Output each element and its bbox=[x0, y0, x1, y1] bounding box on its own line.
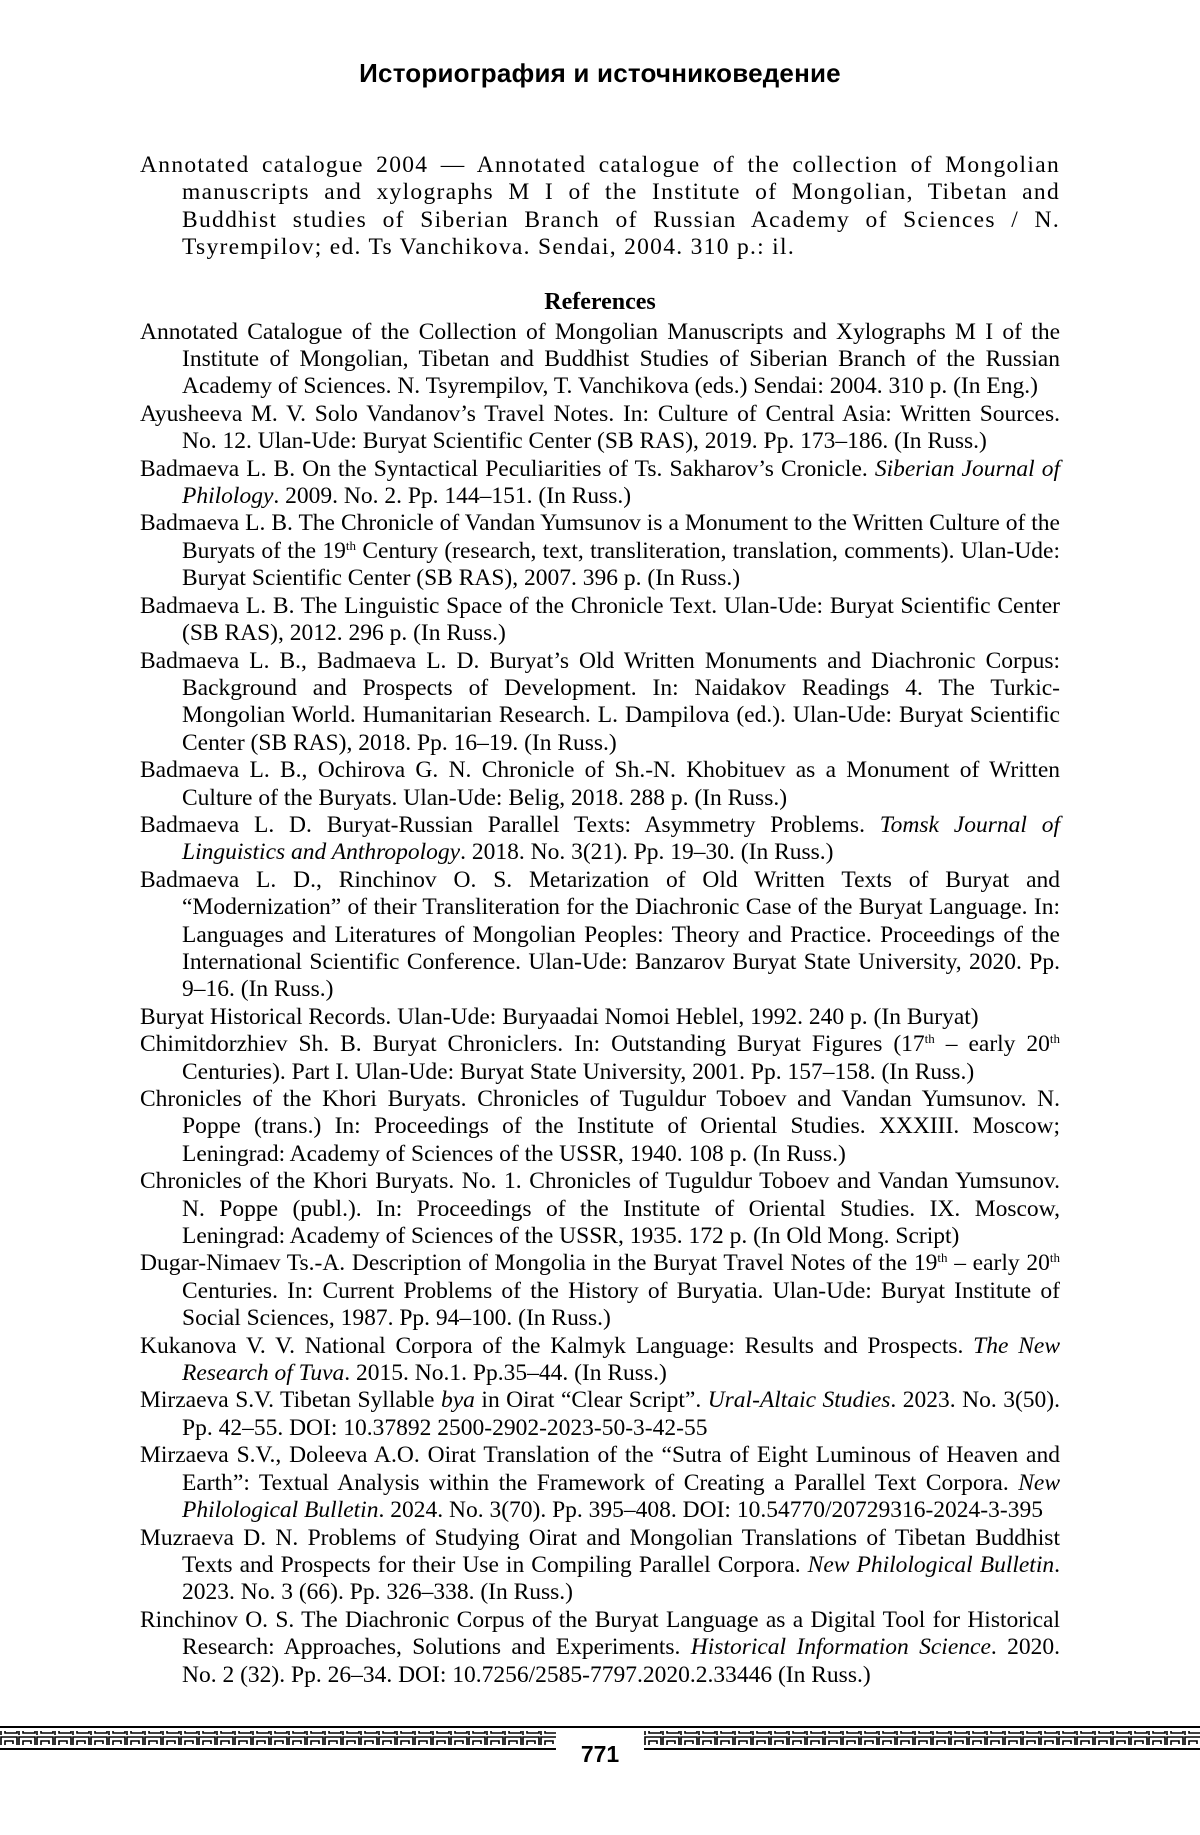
reference-title-italic: Ural-Altaic Studies bbox=[707, 1387, 891, 1414]
meander-border-right bbox=[644, 1722, 1200, 1762]
reference-text: Badmaeva L. D. Buryat-Russian Parallel Texts: Asymmetry Problems. bbox=[140, 811, 880, 838]
ordinal-suffix: th bbox=[937, 1250, 948, 1266]
reference-entry bbox=[140, 510, 1060, 592]
reference-text: . 2024. No. 3(70). Pp. 395–408. DOI: 10.54770/20729316-2024-3-395 bbox=[378, 1497, 1043, 1524]
reference-entry bbox=[140, 1168, 1060, 1250]
reference-text: Badmaeva L. B., Ochirova G. N. Chronicle of Sh.-N. Khobituev as a Monument of Written Culture of the Buryats. Ulan-Ude: Belig, 2018. 288 p. (In Russ.) bbox=[140, 757, 1060, 811]
running-header: Историография и источниковедение bbox=[359, 58, 841, 88]
page-body bbox=[140, 152, 1060, 1689]
reference-text: Badmaeva L. B. The Linguistic Space of the Chronicle Text. Ulan-Ude: Buryat Scientific Center (SB RAS), 2012. 296 p. (In Russ.) bbox=[140, 592, 1060, 647]
reference-title-italic: New Philological Bulletin bbox=[807, 1551, 1055, 1578]
reference-entry bbox=[140, 1004, 1060, 1031]
reference-text: Chronicles of the Khori Buryats. No. 1. Chronicles of Tuguldur Toboev and Vandan Yumsunov. N. Poppe (publ.). In: Proceedings of the Institute of Oriental Studies. IX. Moscow, Leningrad: Academy of Sciences of the USSR, 1935. 172 p. (In Old Mong. Script) bbox=[140, 1168, 1060, 1250]
reference-text: . 2009. No. 2. Pp. 144–151. (In Russ.) bbox=[273, 483, 632, 510]
reference-text: Dugar-Nimaev Ts.-A. Description of Mongolia in the Buryat Travel Notes of the 19 bbox=[140, 1250, 938, 1277]
reference-title-italic: Tomsk Journal of Linguistics and Anthropology bbox=[182, 811, 1060, 866]
reference-entry bbox=[140, 1250, 1060, 1332]
ordinal-suffix: th bbox=[924, 1031, 935, 1047]
reference-text: Badmaeva L. B., Badmaeva L. D. Buryat’s Old Written Monuments and Diachronic Corpus: Background and Prospects of Development. In: Naidakov Readings 4. The Turkic-Mongolian World. Humanitarian Research. L. Dampilova (ed.). Ulan-Ude: Buryat Scientific Center (SB RAS), 2018. Pp. 16–19. (In Russ.) bbox=[140, 647, 1060, 756]
reference-text: – early 20 bbox=[947, 1250, 1050, 1277]
reference-entry bbox=[140, 1607, 1060, 1689]
reference-text: Centuries. In: Current Problems of the History of Buryatia. Ulan-Ude: Buryat Institute of Social Sciences, 1987. Pp. 94–100. (In Russ.) bbox=[182, 1277, 1060, 1332]
reference-title-italic: New Philological Bulletin bbox=[182, 1469, 1060, 1524]
references-list bbox=[140, 319, 1060, 1689]
reference-text: Buryat Historical Records. Ulan-Ude: Buryaadai Nomoi Heblel, 1992. 240 p. (In Buryat) bbox=[140, 1003, 979, 1030]
reference-text: – early 20 bbox=[934, 1031, 1050, 1058]
reference-text: Chimitdorzhiev Sh. B. Buryat Chroniclers. In: Outstanding Buryat Figures (17 bbox=[140, 1031, 925, 1058]
reference-text: . 2020. No. 2 (32). Pp. 26–34. DOI: 10.7256/2585-7797.2020.2.33446 (In Russ.) bbox=[182, 1634, 1061, 1688]
reference-title-italic: Siberian Journal of Philology bbox=[182, 455, 1060, 510]
reference-text: Ayusheeva M. V. Solo Vandanov’s Travel Notes. In: Culture of Central Asia: Written Sources. No. 12. Ulan-Ude: Buryat Scientific Center (SB RAS), 2019. Pp. 173–186. (In Russ.) bbox=[140, 400, 1060, 455]
reference-entry bbox=[140, 401, 1060, 456]
references-heading: References bbox=[544, 288, 656, 315]
meander-border-left bbox=[0, 1722, 556, 1762]
reference-text: Badmaeva L. B. On the Syntactical Peculiarities of Ts. Sakharov’s Cronicle. bbox=[140, 455, 875, 482]
reference-text: Badmaeva L. B. The Chronicle of Vandan Yumsunov is a Monument to the Written Culture of the Buryats of the 19 bbox=[140, 510, 1060, 564]
reference-text: in Oirat “Clear Script”. bbox=[474, 1387, 708, 1414]
reference-text: Mirzaeva S.V., Doleeva A.O. Oirat Translation of the “Sutra of Eight Luminous of Heaven and Earth”: Textual Analysis within the Framework of Creating a Parallel Text Corpora. bbox=[140, 1442, 1060, 1496]
reference-text: Badmaeva L. D., Rinchinov O. S. Metarization of Old Written Texts of Buryat and “Modernization” of their Transliteration for the Diachronic Case of the Buryat Language. In: Languages and Literatures of Mongolian Peoples: Theory and Practice. Proceedings of the International Scientific Conference. Ulan-Ude: Banzarov Buryat State University, 2020. Pp. 9–16. (In Russ.) bbox=[140, 866, 1060, 1003]
reference-text: . 2023. No. 3(50). Pp. 42–55. DOI: 10.37892 2500-2902-2023-50-3-42-55 bbox=[182, 1387, 1060, 1441]
ordinal-suffix: th bbox=[1049, 1250, 1060, 1266]
reference-entry bbox=[140, 1333, 1060, 1388]
reference-title-italic: Historical Information Science bbox=[690, 1634, 991, 1661]
reference-text: Kukanova V. V. National Corpora of the Kalmyk Language: Results and Prospects. bbox=[140, 1332, 974, 1359]
reference-entry bbox=[140, 1387, 1060, 1442]
reference-entry bbox=[140, 1525, 1060, 1607]
reference-text: Chronicles of the Khori Buryats. Chronicles of Tuguldur Toboev and Vandan Yumsunov. N. Poppe (trans.) In: Proceedings of the Institute of Oriental Studies. XXXIII. Moscow; Leningrad: Academy of Sciences of the USSR, 1940. 108 p. (In Russ.) bbox=[140, 1086, 1060, 1167]
reference-title-italic: bya bbox=[440, 1387, 475, 1414]
ordinal-suffix: th bbox=[1049, 1031, 1061, 1047]
reference-entry bbox=[140, 757, 1060, 812]
reference-text: Annotated Catalogue of the Collection of Mongolian Manuscripts and Xylographs M I of the Institute of Mongolian, Tibetan and Buddhist Studies of Siberian Branch of the Russian Academy of Sciences. N. Tsyrempilov, T. Vanchikova (eds.) Sendai: 2004. 310 p. (In Eng.) bbox=[140, 318, 1060, 400]
reference-entry bbox=[140, 593, 1060, 648]
reference-text: Centuries). Part I. Ulan-Ude: Buryat State University, 2001. Pp. 157–158. (In Russ.) bbox=[182, 1058, 975, 1085]
reference-text: Rinchinov O. S. The Diachronic Corpus of the Buryat Language as a Digital Tool for Historical Research: Approaches, Solutions and Experiments. bbox=[140, 1606, 1060, 1661]
reference-title-italic: The New Research of Tuva bbox=[182, 1332, 1061, 1387]
reference-entry bbox=[140, 867, 1060, 1004]
ordinal-suffix: th bbox=[345, 537, 356, 553]
reference-text: Century (research, text, transliteration, translation, comments). Ulan-Ude: Buryat Scientific Center (SB RAS), 2007. 396 p. (In Russ.) bbox=[182, 537, 1061, 592]
page-number: 771 bbox=[567, 1743, 633, 1765]
reference-entry bbox=[140, 1031, 1060, 1086]
reference-text: . 2015. No.1. Pp.35–44. (In Russ.) bbox=[344, 1360, 667, 1387]
reference-text: Mirzaeva S.V. Tibetan Syllable bbox=[140, 1387, 441, 1414]
reference-entry bbox=[140, 648, 1060, 758]
reference-text: . 2023. No. 3 (66). Pp. 326–338. (In Russ.) bbox=[182, 1551, 1060, 1606]
reference-text: Muzraeva D. N. Problems of Studying Oirat and Mongolian Translations of Tibetan Buddhist Texts and Prospects for their Use in Compiling Parallel Corpora. bbox=[140, 1524, 1060, 1578]
reference-text: . 2018. No. 3(21). Pp. 19–30. (In Russ.) bbox=[460, 839, 834, 866]
reference-entry bbox=[140, 456, 1060, 511]
reference-entry bbox=[140, 319, 1060, 401]
reference-entry bbox=[140, 812, 1060, 867]
reference-entry bbox=[140, 1086, 1060, 1168]
source-entry: Annotated catalogue 2004 — Annotated catalogue of the collection of Mongolian manuscripts and xylographs M I of the Institute of Mongolian, Tibetan and Buddhist studies of Siberian Branch of Russian Academy of Sciences / N. Tsyrempilov; ed. Ts Vanchikova. Sendai, 2004. 310 p.: il. bbox=[140, 152, 1060, 261]
reference-entry bbox=[140, 1442, 1060, 1524]
